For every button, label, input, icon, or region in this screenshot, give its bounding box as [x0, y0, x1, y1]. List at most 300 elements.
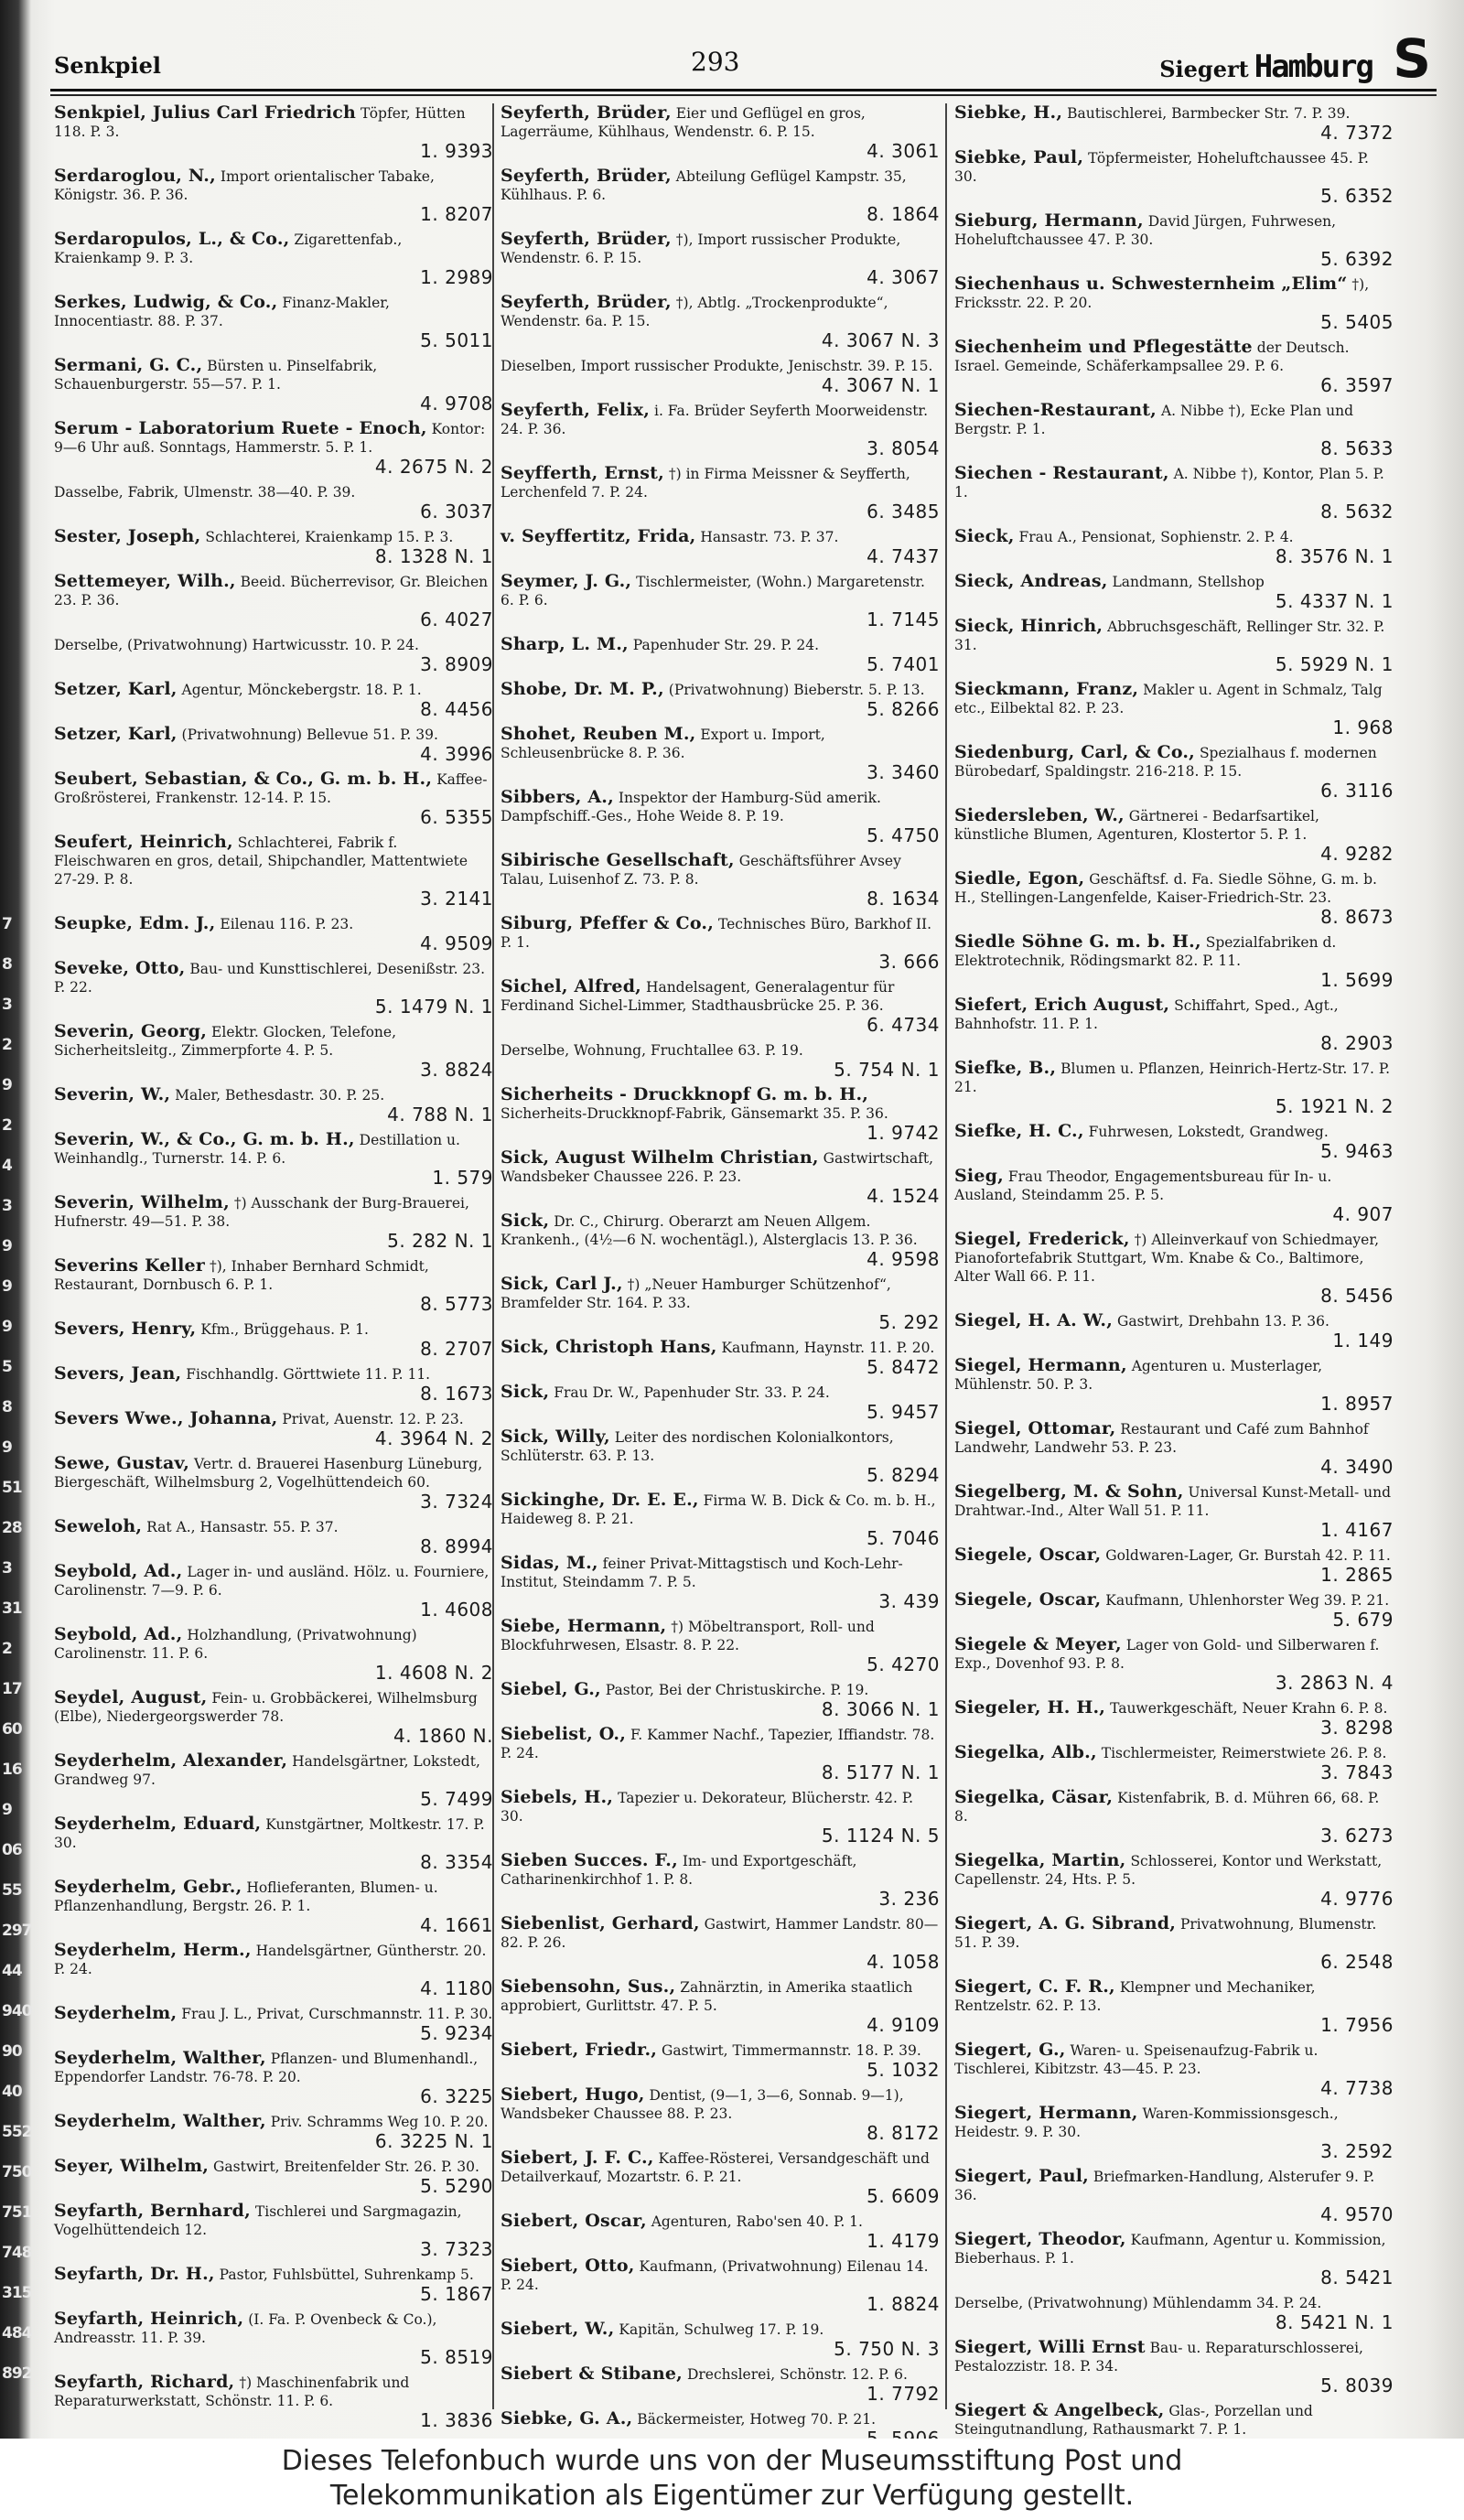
entry-phone-number: 4. 9708 — [420, 393, 493, 415]
entry-description: Handelsgärtner, Güntherstr. 20. P. 24. — [54, 1943, 487, 1977]
directory-entry — [501, 293, 940, 350]
entry-name: Seyderhelm, — [54, 2003, 178, 2023]
directory-entry — [54, 167, 493, 224]
entry-description: †), Inhaber Bernhard Schmidt, Restaurant, Dornbusch 6. P. 1. — [54, 1258, 429, 1293]
entry-name: Sieckmann, Franz, — [954, 679, 1139, 699]
entry-description: (Privatwohnung) Bellevue 51. P. 39. — [181, 727, 438, 743]
entry-name: v. Seyffertitz, Frida, — [501, 526, 696, 546]
directory-entry — [54, 103, 493, 161]
entry-name: Siegert, A. G. Sibrand, — [954, 1913, 1177, 1933]
entry-description: Bürsten u. Pinselfabrik, Schauenburgerstr. 55—57. P. 1. — [54, 358, 378, 393]
directory-entry — [54, 1022, 493, 1080]
entry-name: Siegert, C. F. R., — [954, 1976, 1115, 1997]
directory-entry — [54, 419, 493, 477]
directory-entry — [501, 788, 940, 845]
directory-entry — [954, 617, 1394, 674]
directory-entry — [954, 1482, 1394, 1540]
entry-description: Kaufmann, Haynstr. 11. P. 20. — [721, 1340, 935, 1356]
entry-phone-number: 1. 4167 — [1320, 1519, 1394, 1541]
entry-description: (I. Fa. P. Ovenbeck & Co.), Andreasstr. 11. P. 39. — [54, 2311, 437, 2346]
entry-description: Spezialfabriken d. Elektrotechnik, Rödingsmarkt 82. P. 11. — [954, 934, 1337, 969]
entry-name: Siedle, Egon, — [954, 868, 1085, 888]
entry-description: Kfm., Brüggehaus. P. 1. — [200, 1321, 369, 1338]
entry-name: Sharp, L. M., — [501, 634, 629, 654]
directory-entry — [54, 680, 493, 719]
directory-entry — [954, 806, 1394, 864]
directory-entry — [954, 1914, 1394, 1972]
entry-name: Siegert, Hermann, — [954, 2103, 1138, 2123]
entry-name: Seyferth, Brüder, — [501, 292, 672, 312]
entry-phone-number: 1. 8207 — [420, 203, 493, 225]
entry-description: Bau- u. Reparaturschlosserei, Pestalozzistr. 18. P. 34. — [954, 2340, 1363, 2375]
directory-entry — [54, 1454, 493, 1512]
entry-phone-number: 3. 3460 — [867, 761, 940, 783]
entry-phone-number: 3. 666 — [878, 951, 940, 973]
entry-phone-number: 4. 788 N. 1 — [387, 1104, 493, 1125]
entry-phone-number: 8. 5773 — [420, 1293, 493, 1315]
directory-entry — [954, 464, 1394, 522]
entry-name: Seyfarth, Bernhard, — [54, 2201, 251, 2221]
entry-description: Bau- und Kunsttischlerei, Desenißstr. 23. P. 22. — [54, 961, 486, 996]
entry-phone-number: 1. 4608 — [420, 1599, 493, 1621]
entry-phone-number: 4. 1860 N. — [393, 1725, 493, 1747]
entry-description: Frau A., Pensionat, Sophienstr. 2. P. 4. — [1018, 529, 1294, 545]
directory-entry — [954, 1851, 1394, 1909]
entry-description: Restaurant und Café zum Bahnhof Landwehr, Landwehr 53. P. 23. — [954, 1421, 1369, 1456]
entry-name: Sick, Carl J., — [501, 1274, 623, 1294]
entry-name: Siebke, G. A., — [501, 2408, 633, 2428]
header-letter: S — [1393, 27, 1431, 90]
directory-entry — [501, 1788, 940, 1846]
entry-phone-number: 5. 5929 N. 1 — [1275, 653, 1394, 675]
directory-entry — [54, 230, 493, 287]
entry-phone-number: 3. 2863 N. 4 — [1275, 1672, 1394, 1694]
entry-name: Siechen - Restaurant, — [954, 463, 1169, 483]
margin-fragment: 892 — [2, 2364, 32, 2383]
entry-phone-number: 4. 3067 — [867, 266, 940, 288]
directory-entry — [954, 1590, 1394, 1630]
entry-description: †), Abtlg. „Trockenprodukte“, Wendenstr. 6a. P. 15. — [501, 295, 888, 329]
directory-entry — [954, 2041, 1394, 2098]
column-divider — [945, 103, 947, 2409]
directory-entry — [54, 725, 493, 764]
entry-name: Seydel, August, — [54, 1687, 208, 1707]
entry-phone-number: 1. 968 — [1332, 716, 1394, 738]
entry-phone-number: 4. 1058 — [867, 1951, 940, 1973]
entry-phone-number: 1. 2989 — [420, 266, 493, 288]
entry-description: Abteilung Geflügel Kampstr. 35, Kühlhaus. P. 6. — [501, 168, 907, 203]
directory-entry — [501, 464, 940, 522]
directory-entry — [54, 1688, 493, 1746]
directory-entry — [501, 1680, 940, 1719]
entry-description: Fein- u. Grobbäckerei, Wilhelmsburg (Elbe), Niedergeorgswerder 78. — [54, 1690, 478, 1725]
entry-name: Sermani, G. C., — [54, 355, 203, 375]
entry-phone-number: 3. 2141 — [420, 888, 493, 910]
entry-name: Serdaropulos, L., & Co., — [54, 229, 290, 249]
entry-name: Siebke, H., — [954, 102, 1063, 123]
entry-description: Waren-Kommissionsgesch., Heidestr. 9. P. 30. — [954, 2105, 1339, 2140]
page-header — [50, 27, 1437, 92]
entry-phone-number: 5. 679 — [1332, 1609, 1394, 1631]
entry-phone-number: 8. 8673 — [1320, 906, 1394, 928]
entry-phone-number: 3. 7843 — [1320, 1761, 1394, 1783]
entry-description: Pflanzen- und Blumenhandl., Eppendorfer Landstr. 76-78. P. 20. — [54, 2051, 479, 2085]
directory-entry — [954, 2104, 1394, 2161]
directory-entry — [54, 2310, 493, 2367]
entry-phone-number: 1. 7792 — [867, 2383, 940, 2405]
directory-page — [50, 27, 1437, 2438]
entry-name: Siegele, Oscar, — [954, 1545, 1102, 1565]
entry-description: Kaufmann, Uhlenhorster Weg 39. P. 21. — [1105, 1592, 1390, 1609]
entry-name: Siebert & Stibane, — [501, 2364, 683, 2384]
directory-entry — [501, 977, 940, 1035]
directory-entry — [501, 635, 940, 674]
entry-description: Bäckermeister, Hotweg 70. P. 21. — [637, 2411, 877, 2428]
entry-description: Geschäftsführer Avsey Talau, Luisenhof Z. 73. P. 8. — [501, 853, 901, 888]
directory-entry — [54, 1409, 493, 1448]
entry-phone-number: 4. 7738 — [1320, 2077, 1394, 2099]
entry-phone-number: 4. 9570 — [1320, 2203, 1394, 2225]
entry-name: Severs, Henry, — [54, 1319, 197, 1339]
entry-phone-number: 5. 5011 — [420, 329, 493, 351]
margin-fragment: 9 — [2, 1277, 12, 1296]
page-number: 293 — [691, 47, 740, 77]
entry-phone-number: 4. 9598 — [867, 1248, 940, 1270]
entry-name: Siedersleben, W., — [954, 805, 1125, 825]
entry-description: Derselbe, Wohnung, Fruchtallee 63. P. 19. — [501, 1042, 803, 1059]
entry-description: Fischhandlg. Görttwiete 11. P. 11. — [186, 1366, 431, 1383]
directory-entry — [954, 869, 1394, 927]
entry-phone-number: 3. 2592 — [1320, 2140, 1394, 2162]
entry-phone-number: 1. 9742 — [867, 1122, 940, 1144]
entry-phone-number: 5. 9463 — [1320, 1140, 1394, 1162]
entry-description: Pastor, Fuhlsbüttel, Suhrenkamp 5. — [219, 2267, 474, 2283]
directory-entry — [54, 1364, 493, 1404]
entry-description: Agenturen, Rabo'sen 40. P. 1. — [651, 2213, 863, 2230]
entry-phone-number: 4. 9509 — [420, 932, 493, 954]
entry-description: Gärtnerei - Bedarfsartikel, künstliche Blumen, Agenturen, Klostertor 5. P. 1. — [954, 808, 1319, 843]
entry-description: Sicherheits-Druckknopf-Fabrik, Gänsemarkt 35. P. 36. — [501, 1105, 888, 1122]
directory-entry — [54, 2112, 493, 2151]
entry-name: Sick, — [501, 1211, 550, 1231]
entry-name: Siebels, H., — [501, 1787, 614, 1807]
margin-fragment: 9 — [2, 1318, 12, 1336]
directory-entry — [954, 527, 1394, 566]
entry-phone-number: 3. 8054 — [867, 437, 940, 459]
entry-description: †) in Firma Meissner & Seyfferth, Lerchenfeld 7. P. 24. — [501, 466, 910, 501]
entry-phone-number: 8. 3066 N. 1 — [821, 1698, 940, 1720]
entry-phone-number: 4. 907 — [1332, 1203, 1394, 1225]
directory-entry — [954, 2167, 1394, 2224]
entry-name: Seyfarth, Richard, — [54, 2372, 235, 2392]
directory-entry — [54, 635, 493, 674]
entry-name: Severin, Wilhelm, — [54, 1192, 230, 1212]
margin-fragment: 3 — [2, 996, 12, 1014]
entry-phone-number: 5. 8266 — [867, 698, 940, 720]
entry-name: Siefke, H. C., — [954, 1121, 1084, 1141]
entry-phone-number: 5. 7499 — [420, 1788, 493, 1810]
entry-phone-number: 5. 9234 — [420, 2022, 493, 2044]
entry-phone-number: 5. 6352 — [1320, 185, 1394, 207]
directory-entry — [501, 2212, 940, 2251]
directory-entry — [954, 1059, 1394, 1116]
directory-entry — [54, 2373, 493, 2430]
entry-phone-number: 5. 8294 — [867, 1464, 940, 1486]
directory-entry — [54, 1256, 493, 1314]
entry-phone-number: 5. 4270 — [867, 1653, 940, 1675]
directory-entry — [54, 2202, 493, 2259]
entry-description: Frau J. L., Privat, Curschmannstr. 11. P. 30. — [181, 2006, 493, 2022]
entry-name: Seyderhelm, Eduard, — [54, 1814, 262, 1834]
margin-fragment: 2 — [2, 1036, 12, 1054]
directory-entry — [501, 103, 940, 161]
entry-phone-number: 4. 3067 N. 1 — [821, 374, 940, 396]
entry-name: Siebel, G., — [501, 1679, 601, 1699]
directory-entry — [954, 1788, 1394, 1846]
entry-name: Sick, August Wilhelm Christian, — [501, 1147, 819, 1168]
entry-name: Siebe, Hermann, — [501, 1616, 667, 1636]
entry-name: Sieck, Hinrich, — [954, 616, 1103, 636]
entry-phone-number: 4. 3964 N. 2 — [374, 1427, 493, 1449]
entry-name: Siegel, H. A. W., — [954, 1310, 1114, 1330]
entry-description: Dasselbe, Fabrik, Ulmenstr. 38—40. P. 39. — [54, 484, 356, 501]
entry-phone-number: 3. 439 — [878, 1590, 940, 1612]
margin-fragment: 51 — [2, 1479, 22, 1497]
entry-phone-number: 1. 579 — [432, 1167, 493, 1189]
directory-entry — [54, 1319, 493, 1359]
entry-description: Tauwerkgeschäft, Neuer Krahn 6. P. 8. — [1110, 1700, 1388, 1717]
entry-description: Leiter des nordischen Kolonialkontors, Schlüterstr. 63. P. 13. — [501, 1429, 894, 1464]
entry-name: Siegelka, Alb., — [954, 1742, 1097, 1762]
directory-entry — [501, 230, 940, 287]
footer-line-2: Telekommunikation als Eigentümer zur Verfügung gestellt. — [329, 2480, 1135, 2512]
entry-description: Lager von Gold- und Silberwaren f. Exp., Dovenhof 93. P. 8. — [954, 1637, 1380, 1672]
directory-entry — [954, 148, 1394, 206]
entry-name: Sieben Succes. F., — [501, 1850, 678, 1870]
entry-name: Serum - Laboratorium Ruete - Enoch, — [54, 418, 427, 438]
entry-phone-number: 1. 8957 — [1320, 1393, 1394, 1415]
entry-name: Setzer, Karl, — [54, 724, 178, 744]
entry-description: Kapitän, Schulweg 17. P. 19. — [619, 2321, 824, 2338]
entry-description: Technisches Büro, Barkhof II. P. 1. — [501, 916, 932, 951]
entry-description: Priv. Schramms Weg 10. P. 20. — [270, 2114, 489, 2130]
margin-fragment: 750 — [2, 2163, 32, 2181]
directory-entry — [501, 1554, 940, 1611]
entry-description: Tapezier u. Dekorateur, Blücherstr. 42. P. 30. — [501, 1790, 914, 1825]
margin-fragment: 3 — [2, 1559, 12, 1578]
entry-phone-number: 1. 5699 — [1320, 969, 1394, 991]
entry-description: Briefmarken-Handlung, Alsterufer 9. P. 36. — [954, 2169, 1375, 2203]
entry-phone-number: 8. 3354 — [420, 1851, 493, 1873]
directory-entry — [501, 1491, 940, 1548]
entry-description: F. Kammer Nachf., Tapezier, Iffiandstr. 78. P. 24. — [501, 1727, 935, 1761]
entry-name: Shobe, Dr. M. P., — [501, 679, 664, 699]
entry-description: Dentist, (9—1, 3—6, Sonnab. 9—1), Wandsbeker Chaussee 88. P. 23. — [501, 2087, 904, 2122]
entry-description: Privatwohnung, Blumenstr. 51. P. 39. — [954, 1916, 1377, 1951]
directory-entry — [501, 680, 940, 719]
margin-fragment: 9 — [2, 1237, 12, 1255]
column-3 — [954, 102, 1394, 2438]
entry-name: Severs Wwe., Johanna, — [54, 1408, 278, 1428]
directory-entry — [501, 914, 940, 972]
entry-phone-number: 4. 3490 — [1320, 1456, 1394, 1478]
entry-name: Sicherheits - Druckknopf G. m. b. H., — [501, 1084, 869, 1104]
directory-entry — [501, 851, 940, 909]
entry-description: †) Alleinverkauf von Schiedmayer, Pianofortefabrik Stuttgart, Wm. Knabe & Co., Baltimore, Alter Wall 66. P. 11. — [954, 1232, 1379, 1285]
entry-phone-number: 4. 7437 — [867, 545, 940, 567]
directory-entry — [954, 275, 1394, 332]
entry-name: Siebert, Friedr., — [501, 2040, 658, 2060]
directory-entry — [54, 914, 493, 953]
entry-name: Sester, Joseph, — [54, 526, 201, 546]
margin-fragment: 7 — [2, 915, 12, 933]
entry-description: Schlachterei, Kraienkamp 15. P. 3. — [205, 529, 454, 545]
entry-name: Siechenhaus u. Schwesternheim „Elim“ — [954, 274, 1348, 294]
entry-phone-number: 4. 7372 — [1320, 122, 1394, 144]
entry-name: Seyferth, Brüder, — [501, 166, 672, 186]
margin-fragment: 552 — [2, 2123, 32, 2141]
entry-phone-number: 1. 7956 — [1320, 2014, 1394, 2036]
margin-fragment: 748 — [2, 2244, 32, 2262]
entry-description: Handelsgärtner, Lokstedt, Grandweg 97. — [54, 1753, 480, 1788]
margin-fragment: 751 — [2, 2203, 32, 2222]
entry-phone-number: 1. 149 — [1332, 1330, 1394, 1352]
directory-entry — [501, 2148, 940, 2206]
entry-description: i. Fa. Brüder Seyferth Moorweidenstr. 24. P. 36. — [501, 403, 929, 437]
entry-description: Dr. C., Chirurg. Oberarzt am Neuen Allgem. Krankenh., (4½—6 N. wochentägl.), Alsterglacis 13. P. 36. — [501, 1213, 918, 1248]
entry-description: Kaufmann, (Privatwohnung) Eilenau 14. P. 24. — [501, 2258, 929, 2293]
entry-name: Siegelka, Cäsar, — [954, 1787, 1114, 1807]
entry-name: Seupke, Edm. J., — [54, 913, 216, 933]
entry-description: Abbruchsgeschäft, Rellinger Str. 32. P. 31. — [954, 619, 1385, 653]
entry-phone-number: 6. 5355 — [420, 806, 493, 828]
directory-entry — [501, 2085, 940, 2143]
entry-name: Settemeyer, Wilh., — [54, 571, 236, 591]
entry-phone-number: 8. 1634 — [867, 888, 940, 910]
margin-fragment: 297 — [2, 1922, 32, 1940]
entry-name: Seyferth, Felix, — [501, 400, 651, 420]
entry-phone-number: 8. 5456 — [1320, 1285, 1394, 1307]
entry-description: Goldwaren-Lager, Gr. Burstah 42. P. 11. — [1105, 1547, 1391, 1564]
entry-phone-number: 3. 7323 — [420, 2238, 493, 2260]
entry-description: Pastor, Bei der Christuskirche. P. 19. — [605, 1682, 869, 1698]
directory-entry — [54, 1193, 493, 1251]
directory-entry — [54, 833, 493, 909]
entry-phone-number: 4. 1180 — [420, 1977, 493, 1999]
margin-fragment: 2 — [2, 1640, 12, 1658]
entry-name: Severin, Georg, — [54, 1021, 208, 1041]
entry-description: Firma W. B. Dick & Co. m. b. H., Haideweg 8. P. 21. — [501, 1492, 936, 1527]
entry-name: Seyderhelm, Gebr., — [54, 1877, 242, 1897]
margin-fragment: 8 — [2, 1398, 12, 1416]
entry-name: Seyderhelm, Walther, — [54, 2111, 266, 2131]
entry-name: Siegert & Angelbeck, — [954, 2400, 1165, 2420]
entry-phone-number: 4. 9282 — [1320, 843, 1394, 865]
directory-entry — [954, 338, 1394, 395]
entry-name: Seyferth, Brüder, — [501, 102, 672, 123]
header-city: Hamburg — [1254, 48, 1372, 85]
entry-phone-number: 5. 8519 — [420, 2346, 493, 2368]
entry-name: Siebert, W., — [501, 2319, 615, 2339]
entry-description: Papenhuder Str. 29. P. 24. — [632, 637, 819, 653]
margin-fragment: 940 — [2, 2002, 32, 2020]
entry-name: Severin, W., & Co., G. m. b. H., — [54, 1129, 355, 1149]
directory-entry — [501, 401, 940, 458]
entry-name: Sick, Christoph Hans, — [501, 1337, 717, 1357]
entry-phone-number: 4. 2675 N. 2 — [374, 456, 493, 478]
entry-phone-number: 5. 1867 — [420, 2283, 493, 2305]
entry-phone-number: 4. 3067 N. 3 — [821, 329, 940, 351]
entry-description: Frau Theodor, Engagementsbureau für In- u. Ausland, Steindamm 25. P. 5. — [954, 1168, 1332, 1203]
directory-entry — [54, 2157, 493, 2196]
header-last-name — [1159, 48, 1372, 85]
entry-name: Siegert, Paul, — [954, 2166, 1089, 2186]
entry-name: Seufert, Heinrich, — [54, 832, 233, 852]
entry-name: Seyderhelm, Walther, — [54, 2048, 266, 2068]
entry-name: Siburg, Pfeffer & Co., — [501, 913, 715, 933]
entry-phone-number: 4. 9776 — [1320, 1888, 1394, 1910]
directory-entry — [501, 2320, 940, 2359]
entry-name: Siebert, Otto, — [501, 2256, 635, 2276]
directory-entry — [54, 770, 493, 827]
entry-phone-number: 5. 1479 N. 1 — [374, 996, 493, 1018]
entry-description: Zahnärztin, in Amerika staatlich approbiert, Gurlittstr. 47. P. 5. — [501, 1979, 913, 2014]
directory-entry — [954, 572, 1394, 611]
entry-description: Kaffee-Rösterei, Versandgeschäft und Detailverkauf, Mozartstr. 6. P. 21. — [501, 2150, 930, 2185]
directory-entry — [54, 1751, 493, 1809]
margin-fragment: 2 — [2, 1116, 12, 1135]
directory-entry — [954, 996, 1394, 1053]
entry-phone-number: 5. 282 N. 1 — [387, 1230, 493, 1252]
entry-description: Landmann, Stellshop — [1112, 574, 1265, 590]
directory-entry — [54, 1625, 493, 1683]
entry-phone-number: 6. 4734 — [867, 1014, 940, 1036]
directory-entry — [501, 1212, 940, 1269]
entry-phone-number: 8. 5177 N. 1 — [821, 1761, 940, 1783]
entry-name: Seyderhelm, Herm., — [54, 1940, 252, 1960]
entry-phone-number: 5. 1921 N. 2 — [1275, 1095, 1394, 1117]
entry-name: Seyfarth, Dr. H., — [54, 2264, 215, 2284]
directory-entry — [501, 1040, 940, 1080]
directory-entry — [501, 1851, 940, 1909]
entry-phone-number: 4. 1524 — [867, 1185, 940, 1207]
entry-phone-number: 6. 3597 — [1320, 374, 1394, 396]
directory-entry — [54, 2265, 493, 2304]
directory-entry — [954, 1356, 1394, 1414]
entry-name: Siegel, Hermann, — [954, 1355, 1127, 1375]
entry-description: Import orientalischer Tabake, Königstr. 36. P. 36. — [54, 168, 435, 203]
entry-description: †) Ausschank der Burg-Brauerei, Hufnerstr. 49—51. P. 38. — [54, 1195, 469, 1230]
directory-entry — [54, 572, 493, 630]
entry-phone-number: 8. 1864 — [867, 203, 940, 225]
entry-description: Rat A., Hansastr. 55. P. 37. — [146, 1519, 339, 1535]
entry-phone-number: 4. 1661 — [420, 1914, 493, 1936]
entry-name: Siebensohn, Sus., — [501, 1976, 676, 1997]
margin-fragment: 60 — [2, 1720, 22, 1739]
entry-name: Seymer, J. G., — [501, 571, 632, 591]
entry-name: Sibirische Gesellschaft, — [501, 850, 735, 870]
entry-name: Sibbers, A., — [501, 787, 614, 807]
directory-entry — [501, 356, 940, 395]
footer-notice — [0, 2439, 1464, 2520]
directory-entry — [954, 1419, 1394, 1477]
directory-entry — [54, 2004, 493, 2043]
entry-description: Eier und Geflügel en gros, Lagerräume, Kühlhaus, Wendenstr. 6. P. 15. — [501, 105, 866, 140]
entry-description: Tischlermeister, (Wohn.) Margaretenstr. 6. P. 6. — [501, 574, 925, 608]
directory-entry — [501, 167, 940, 224]
entry-description: Kaffee-Großrösterei, Frankenstr. 12-14. P. 15. — [54, 771, 488, 806]
entry-phone-number: 5. 4337 N. 1 — [1275, 590, 1394, 612]
